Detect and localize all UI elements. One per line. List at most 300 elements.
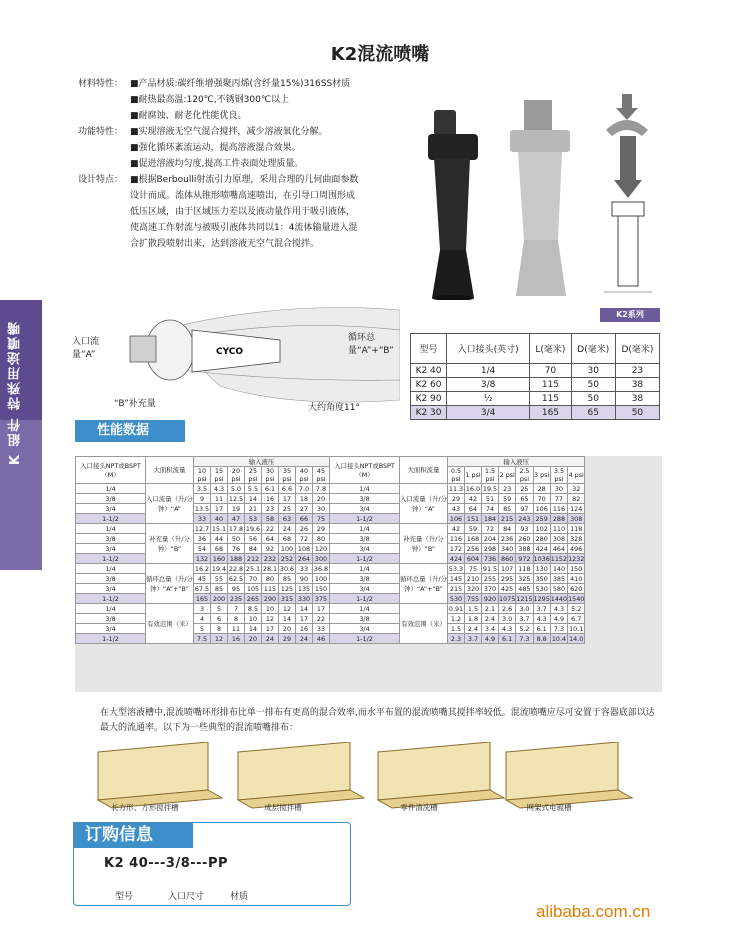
value-cell: 46 bbox=[313, 634, 330, 644]
value-cell: 3.0 bbox=[516, 604, 533, 614]
value-cell: 1295 bbox=[533, 594, 550, 603]
value-cell: 3.7 bbox=[516, 614, 533, 624]
value-cell: 16.0 bbox=[465, 484, 481, 493]
spec-text: 合扩散段喷射出来，达到溶液无空气混合搅拌。 bbox=[130, 239, 320, 249]
value-cell: 6.1 bbox=[499, 634, 516, 644]
value-cell: 36.8 bbox=[313, 564, 329, 573]
size-cell: 1-1/2 bbox=[330, 634, 400, 644]
category-cell: 有效范围（米） bbox=[146, 604, 194, 644]
value-cell: 67.5 bbox=[194, 584, 210, 593]
table-cell: 70 bbox=[530, 364, 572, 378]
value-cell: 47 bbox=[228, 514, 245, 524]
size-cell: 1-1/2 bbox=[330, 554, 400, 564]
value-cell: 204 bbox=[482, 534, 499, 544]
value-cell: 29 bbox=[279, 634, 296, 644]
value-cell: 7.3 bbox=[516, 634, 533, 644]
value-cell: 91.5 bbox=[482, 564, 498, 573]
pressure-header: 25 psi bbox=[245, 467, 262, 484]
size-cell: 3/4 bbox=[76, 544, 146, 554]
value-cell: 16 bbox=[262, 494, 279, 504]
pressure-header: 35 psi bbox=[279, 467, 296, 484]
value-cell: 116 bbox=[550, 504, 567, 514]
performance-table bbox=[75, 456, 585, 644]
spec-row bbox=[78, 140, 418, 156]
pressure-header: 45 psi bbox=[313, 467, 330, 484]
value-cell: 5 bbox=[211, 604, 228, 614]
value-cell: 20 bbox=[313, 494, 330, 504]
tank-label-1: 长方形、方形搅拌槽 bbox=[111, 803, 179, 812]
table-cell: 50 bbox=[571, 378, 615, 392]
spec-list bbox=[78, 76, 418, 252]
value-cell: 72 bbox=[296, 534, 313, 544]
value-cell: 288 bbox=[550, 514, 567, 524]
value-cell: 295 bbox=[499, 574, 516, 584]
value-cell: 53 bbox=[245, 514, 262, 524]
tank-layer bbox=[238, 742, 364, 808]
value-cell: 308 bbox=[568, 514, 585, 524]
size-cell: 3/4 bbox=[76, 624, 146, 634]
value-cell: 6.1 bbox=[533, 624, 550, 634]
value-cell: 6.7 bbox=[568, 614, 585, 624]
spec-text: ■耐热最高温:120℃,不锈钢300℃以上 bbox=[130, 95, 289, 105]
value-cell: 425 bbox=[499, 584, 516, 594]
table-cell: 165 bbox=[530, 406, 572, 420]
value-cell: 375 bbox=[313, 594, 330, 604]
value-cell: 19.6 bbox=[245, 524, 261, 533]
value-cell: 30 bbox=[313, 504, 330, 514]
spec-text: 使高速工作射流与被吸引液体共同以1：4流体输量进入混 bbox=[130, 223, 358, 233]
value-cell: 23 bbox=[499, 484, 516, 494]
category-cell: 入口流量（升/分钟）“A” bbox=[146, 484, 194, 524]
value-cell: 252 bbox=[279, 554, 296, 564]
value-cell: 12.7 bbox=[194, 524, 210, 533]
size-cell: 3/8 bbox=[76, 534, 146, 544]
value-cell: 106 bbox=[533, 504, 550, 514]
value-cell: 10.1 bbox=[569, 624, 584, 633]
value-cell: 108 bbox=[296, 544, 313, 554]
performance-table-area bbox=[75, 456, 662, 692]
spec-row bbox=[78, 92, 418, 108]
value-cell: 93 bbox=[516, 524, 533, 534]
value-cell: 298 bbox=[482, 544, 499, 554]
size-cell: 3/4 bbox=[330, 624, 400, 634]
value-cell: 5 bbox=[194, 624, 211, 634]
value-cell: 70 bbox=[533, 494, 550, 504]
value-cell: 736 bbox=[482, 554, 499, 564]
value-cell: 16 bbox=[296, 624, 313, 634]
series-label: K2系列 bbox=[600, 308, 660, 322]
value-cell: 68 bbox=[211, 544, 228, 554]
value-cell: 2.3 bbox=[448, 634, 465, 644]
value-cell: 63 bbox=[279, 514, 296, 524]
size-cell: 1-1/2 bbox=[330, 514, 400, 524]
value-cell: 20 bbox=[279, 624, 296, 634]
pressure-header: 1.5 psi bbox=[482, 467, 499, 484]
value-cell: 7 bbox=[228, 604, 245, 614]
value-cell: 53.3 bbox=[448, 564, 464, 573]
value-cell: 860 bbox=[499, 554, 516, 564]
value-cell: 972 bbox=[516, 554, 533, 564]
value-cell: 755 bbox=[465, 594, 482, 604]
dim-header: 型号 bbox=[411, 334, 447, 364]
spec-text: ■促进溶液均匀度,提高工件表面处理质量。 bbox=[130, 159, 304, 169]
value-cell: 424 bbox=[448, 554, 465, 564]
value-cell: 33 bbox=[296, 564, 313, 574]
value-cell: 165 bbox=[194, 594, 211, 604]
value-cell: 6.1 bbox=[262, 484, 279, 494]
value-cell: 200 bbox=[211, 594, 228, 604]
spec-label: 设计特点： bbox=[78, 175, 124, 185]
pressure-header: 3 psi bbox=[533, 467, 550, 484]
table-row bbox=[411, 364, 660, 378]
pressure-header: 2.5 psi bbox=[516, 467, 533, 484]
value-cell: 4 bbox=[194, 614, 211, 624]
value-cell: 24 bbox=[262, 634, 279, 644]
perf-header-conn: 入口接头NPT或BSPT（M） bbox=[76, 457, 146, 484]
value-cell: 8.5 bbox=[245, 604, 262, 614]
table-cell: 1/4 bbox=[447, 364, 530, 378]
steel-nozzle-photo bbox=[500, 100, 580, 300]
spec-row bbox=[78, 156, 418, 172]
value-cell: 4.3 bbox=[499, 624, 516, 634]
value-cell: 65 bbox=[516, 494, 533, 504]
value-cell: 235 bbox=[228, 594, 245, 604]
technical-drawing bbox=[602, 90, 668, 300]
value-cell: 2.1 bbox=[482, 604, 499, 614]
table-row bbox=[76, 484, 585, 494]
value-cell: 12 bbox=[262, 614, 279, 624]
table-row bbox=[76, 524, 585, 534]
size-cell: 3/4 bbox=[330, 584, 400, 594]
dim-header: D(毫米) bbox=[615, 334, 659, 364]
value-cell: 75 bbox=[465, 564, 482, 574]
value-cell: 80 bbox=[313, 534, 330, 544]
value-cell: 3.7 bbox=[465, 634, 482, 644]
value-cell: 184 bbox=[482, 514, 499, 524]
brand-mark: CYCO bbox=[216, 347, 244, 357]
performance-title: 性能数据 bbox=[75, 420, 185, 442]
value-cell: 3.4 bbox=[482, 624, 499, 634]
value-cell: 1.5 bbox=[448, 624, 465, 634]
spec-label bbox=[78, 204, 130, 220]
value-cell: 29 bbox=[313, 524, 330, 534]
value-cell: 20 bbox=[245, 634, 262, 644]
value-cell: 82 bbox=[568, 494, 585, 504]
value-cell: 580 bbox=[550, 584, 567, 594]
value-cell: 1232 bbox=[568, 554, 585, 563]
table-cell: 65 bbox=[571, 406, 615, 420]
value-cell: 530 bbox=[448, 594, 465, 604]
value-cell: 920 bbox=[482, 594, 499, 604]
table-cell: 38 bbox=[615, 392, 659, 406]
value-cell: 8 bbox=[211, 624, 228, 634]
value-cell: 102 bbox=[533, 524, 550, 534]
value-cell: 140 bbox=[550, 564, 567, 574]
value-cell: 120 bbox=[313, 544, 330, 554]
value-cell: 18 bbox=[296, 494, 313, 504]
value-cell: 604 bbox=[465, 554, 482, 564]
value-cell: 151 bbox=[465, 514, 482, 524]
value-cell: 13.5 bbox=[194, 504, 210, 513]
value-cell: 77 bbox=[550, 494, 567, 504]
value-cell: 17 bbox=[279, 494, 296, 504]
value-cell: 168 bbox=[465, 534, 482, 544]
value-cell: 75 bbox=[313, 514, 330, 524]
value-cell: 64 bbox=[262, 534, 279, 544]
value-cell: 43 bbox=[448, 504, 465, 514]
table-cell: 3/8 bbox=[447, 378, 530, 392]
value-cell: 76 bbox=[228, 544, 245, 554]
spec-label bbox=[78, 156, 130, 172]
value-cell: 3 bbox=[194, 604, 211, 614]
value-cell: 256 bbox=[465, 544, 482, 554]
value-cell: 1075 bbox=[499, 594, 516, 603]
flow-diagram bbox=[70, 290, 400, 420]
value-cell: 15.1 bbox=[211, 524, 227, 533]
perf-header-flow: 大面积流量 bbox=[146, 457, 194, 484]
value-cell: 150 bbox=[568, 564, 585, 574]
category-cell: 有效范围（米） bbox=[400, 604, 448, 644]
value-cell: 1036 bbox=[533, 554, 550, 563]
order-label-model: 型号 bbox=[115, 892, 134, 902]
value-cell: 62.5 bbox=[228, 574, 244, 583]
value-cell: 22 bbox=[262, 524, 279, 534]
value-cell: 16.2 bbox=[194, 564, 210, 573]
size-cell: 3/4 bbox=[76, 504, 146, 514]
value-cell: 315 bbox=[279, 594, 296, 604]
perf-header-press: 输入液压 bbox=[194, 457, 330, 467]
value-cell: 80 bbox=[262, 574, 279, 584]
size-cell: 1/4 bbox=[76, 564, 146, 574]
value-cell: 215 bbox=[448, 584, 465, 594]
value-cell: 17 bbox=[211, 504, 228, 514]
value-cell: 330 bbox=[296, 594, 313, 604]
spec-text: 低压区域，由于区域压力差以及液动量作用于吸引液体， bbox=[130, 207, 356, 217]
value-cell: 100 bbox=[279, 544, 296, 554]
pressure-header: 10 psi bbox=[194, 467, 211, 484]
value-cell: 2.6 bbox=[499, 604, 516, 614]
table-cell: K2 90 bbox=[411, 392, 447, 406]
value-cell: 7.3 bbox=[550, 624, 567, 634]
value-cell: 7.0 bbox=[296, 484, 313, 494]
order-info-title: 订购信息 bbox=[73, 822, 193, 848]
arrangement-description: 在大型溶液槽中,混流喷嘴环形排布比单一排布有更高的混合效率,而水平布置的混流喷嘴其搅拌率较低。混流喷嘴应尽可安置于容器底部以达最大的流通率。以下为一些典型的混流喷嘴排布： bbox=[100, 708, 655, 733]
value-cell: 210 bbox=[465, 574, 482, 584]
spec-label bbox=[78, 108, 130, 124]
side-category-tab bbox=[0, 300, 42, 570]
table-cell: 30 bbox=[571, 364, 615, 378]
value-cell: 6 bbox=[211, 614, 228, 624]
value-cell: 4.3 bbox=[550, 604, 567, 614]
perf-header-flow: 大面积流量 bbox=[400, 457, 448, 484]
category-cell: 循环总量（升/分钟）“A”+“B” bbox=[146, 564, 194, 604]
value-cell: 385 bbox=[550, 574, 567, 584]
value-cell: 130 bbox=[533, 564, 550, 574]
value-cell: 17 bbox=[313, 604, 330, 614]
pressure-header: 20 psi bbox=[228, 467, 245, 484]
table-cell: K2 30 bbox=[411, 406, 447, 420]
value-cell: 4.9 bbox=[550, 614, 567, 624]
value-cell: 1540 bbox=[568, 594, 585, 603]
value-cell: 45 bbox=[194, 574, 211, 584]
value-cell: 145 bbox=[448, 574, 465, 584]
table-row bbox=[411, 406, 660, 420]
value-cell: 85 bbox=[279, 574, 296, 584]
value-cell: 188 bbox=[228, 554, 245, 564]
size-cell: 1-1/2 bbox=[76, 514, 146, 524]
spray-angle-label: 大约角度11° bbox=[308, 403, 360, 413]
value-cell: 64 bbox=[465, 504, 482, 514]
value-cell: 14 bbox=[296, 604, 313, 614]
spec-text: ■实现溶液无空气混合搅拌，减少溶液氧化分解。 bbox=[130, 127, 328, 137]
size-cell: 1-1/2 bbox=[76, 634, 146, 644]
value-cell: 0.91 bbox=[448, 604, 464, 613]
value-cell: 9 bbox=[194, 494, 211, 504]
value-cell: 1152 bbox=[550, 554, 568, 563]
value-cell: 464 bbox=[550, 544, 567, 554]
spec-label bbox=[78, 92, 130, 108]
value-cell: 19 bbox=[228, 504, 245, 514]
value-cell: 212 bbox=[245, 554, 262, 564]
value-cell: 1.8 bbox=[465, 614, 482, 624]
value-cell: 11 bbox=[228, 624, 245, 634]
spec-label bbox=[78, 188, 130, 204]
value-cell: 29 bbox=[448, 494, 465, 504]
value-cell: 410 bbox=[568, 574, 585, 584]
size-cell: 3/4 bbox=[76, 584, 146, 594]
value-cell: 620 bbox=[568, 584, 585, 594]
value-cell: 22 bbox=[313, 614, 330, 624]
value-cell: 300 bbox=[313, 554, 330, 564]
value-cell: 255 bbox=[482, 574, 499, 584]
value-cell: 236 bbox=[499, 534, 516, 544]
value-cell: 1.2 bbox=[448, 614, 465, 624]
pressure-header: 15 psi bbox=[211, 467, 228, 484]
size-cell: 3/8 bbox=[76, 494, 146, 504]
value-cell: 21 bbox=[245, 504, 262, 514]
value-cell: 33 bbox=[313, 624, 330, 634]
value-cell: 14 bbox=[245, 494, 262, 504]
table-cell: 3/4 bbox=[447, 406, 530, 420]
spec-label bbox=[78, 140, 130, 156]
tank-label-2: 成层搅拌槽 bbox=[264, 803, 302, 812]
value-cell: 280 bbox=[533, 534, 550, 544]
value-cell: 7.5 bbox=[194, 634, 211, 644]
value-cell: 17 bbox=[296, 614, 313, 624]
value-cell: 19.5 bbox=[482, 484, 498, 493]
size-cell: 1-1/2 bbox=[76, 594, 146, 604]
spec-text: ■根据Berboulli射流引力原理，采用合理的几何曲面参数 bbox=[130, 175, 359, 185]
value-cell: 14 bbox=[279, 614, 296, 624]
pressure-header: 2 psi bbox=[499, 467, 516, 484]
side-category-label: K 組件 特殊用途噴嘴 bbox=[8, 320, 23, 466]
inlet-flow-label: 入口流量“A” bbox=[72, 337, 100, 360]
value-cell: 4.9 bbox=[482, 634, 499, 644]
value-cell: 25 bbox=[516, 484, 533, 494]
size-cell: 3/4 bbox=[330, 544, 400, 554]
spec-row bbox=[78, 76, 418, 92]
value-cell: 44 bbox=[211, 534, 228, 544]
size-cell: 1/4 bbox=[330, 604, 400, 614]
value-cell: 328 bbox=[568, 534, 585, 544]
category-cell: 补充量（升/分钟）“B” bbox=[400, 524, 448, 564]
value-cell: 3.0 bbox=[499, 614, 516, 624]
perf-header-conn: 入口接头NPT或BSPT（M） bbox=[330, 457, 400, 484]
value-cell: 32 bbox=[568, 484, 585, 494]
value-cell: 243 bbox=[516, 514, 533, 524]
pressure-header: 0.5 psi bbox=[448, 467, 465, 484]
value-cell: 85 bbox=[499, 504, 516, 514]
value-cell: 4.3 bbox=[533, 614, 550, 624]
circulation-label: 循环总量“A”+“B” bbox=[348, 333, 394, 356]
value-cell: 3.5 bbox=[194, 484, 211, 494]
value-cell: 70 bbox=[245, 574, 262, 584]
value-cell: 5.2 bbox=[568, 604, 585, 614]
spec-row bbox=[78, 236, 418, 252]
value-cell: 116 bbox=[448, 534, 465, 544]
value-cell: 106 bbox=[448, 514, 465, 524]
value-cell: 105 bbox=[245, 584, 262, 594]
dim-header: 入口接头(英寸) bbox=[447, 334, 530, 364]
value-cell: 320 bbox=[465, 584, 482, 594]
value-cell: 10 bbox=[262, 604, 279, 614]
spec-text: ■产品材质:碳纤维增强聚丙烯(含纤量15%)316SS材质 bbox=[130, 79, 351, 89]
size-cell: 1/4 bbox=[76, 524, 146, 534]
value-cell: 115 bbox=[262, 584, 279, 594]
value-cell: 110 bbox=[550, 524, 567, 534]
size-cell: 1/4 bbox=[76, 484, 146, 494]
value-cell: 118 bbox=[516, 564, 533, 574]
table-row bbox=[411, 378, 660, 392]
value-cell: 84 bbox=[245, 544, 262, 554]
value-cell: 24 bbox=[296, 634, 313, 644]
dimension-table bbox=[410, 333, 660, 420]
table-cell: K2 60 bbox=[411, 378, 447, 392]
value-cell: 8.8 bbox=[533, 634, 550, 644]
spec-row bbox=[78, 220, 418, 236]
suction-flow-label: “B”补充量 bbox=[114, 399, 156, 409]
value-cell: 3.7 bbox=[533, 604, 550, 614]
spec-row bbox=[78, 188, 418, 204]
spec-text: ■耐腐蚀、耐老化性能优良。 bbox=[130, 111, 247, 121]
value-cell: 58 bbox=[262, 514, 279, 524]
value-cell: 11 bbox=[211, 494, 228, 504]
value-cell: 118 bbox=[568, 524, 585, 534]
size-cell: 3/8 bbox=[76, 614, 146, 624]
value-cell: 107 bbox=[499, 564, 516, 574]
value-cell: 84 bbox=[499, 524, 516, 534]
value-cell: 5.2 bbox=[516, 624, 533, 634]
value-cell: 172 bbox=[448, 544, 465, 554]
size-cell: 3/8 bbox=[330, 534, 400, 544]
pressure-header: 4 psi bbox=[568, 467, 585, 484]
value-cell: 28.1 bbox=[262, 564, 278, 573]
value-cell: 5.5 bbox=[245, 484, 262, 494]
size-cell: 1/4 bbox=[330, 564, 400, 574]
value-cell: 2.4 bbox=[465, 624, 482, 634]
table-cell: ½ bbox=[447, 392, 530, 406]
value-cell: 1.5 bbox=[465, 604, 482, 614]
value-cell: 264 bbox=[296, 554, 313, 564]
value-cell: 25.1 bbox=[245, 564, 261, 573]
spec-label: 功能特性： bbox=[78, 127, 124, 137]
value-cell: 232 bbox=[262, 554, 279, 564]
value-cell: 19.4 bbox=[211, 564, 227, 573]
value-cell: 36 bbox=[194, 534, 211, 544]
value-cell: 59 bbox=[499, 494, 516, 504]
size-cell: 3/4 bbox=[330, 504, 400, 514]
value-cell: 68 bbox=[279, 534, 296, 544]
